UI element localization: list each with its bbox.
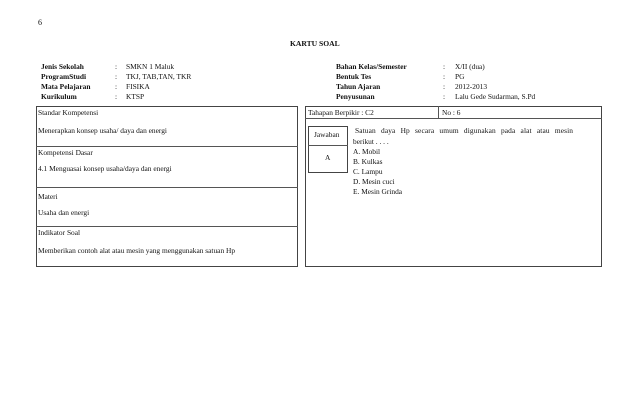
page-number: 6: [38, 18, 42, 27]
materi-label: Materi: [38, 192, 58, 201]
mata-pelajaran-value: FISIKA: [126, 82, 150, 91]
tahun-ajaran-label: Tahun Ajaran: [336, 82, 381, 91]
materi-value: Usaha dan energi: [38, 208, 90, 217]
program-studi-label: ProgramStudi: [41, 72, 87, 81]
jenis-sekolah-value: SMKN 1 Maluk: [126, 62, 175, 71]
standar-kompetensi-value: Menerapkan konsep usaha/ daya dan energi: [38, 126, 167, 135]
option-e: E. Mesin Grinda: [353, 187, 403, 196]
standar-kompetensi-label: Standar Kompetensi: [38, 108, 99, 117]
divider: [36, 187, 298, 188]
separator: :: [443, 72, 446, 81]
divider: [305, 118, 602, 119]
kurikulum-label: Kurikulum: [41, 92, 77, 101]
tahapan-berpikir: Tahapan Berpikir : C2: [308, 108, 374, 117]
option-a: A. Mobil: [353, 147, 381, 156]
divider: [36, 226, 298, 227]
bahan-kelas-label: Bahan Kelas/Semester: [336, 62, 407, 71]
separator: :: [115, 82, 118, 91]
separator: :: [443, 92, 446, 101]
bentuk-tes-label: Bentuk Tes: [336, 72, 372, 81]
divider: [438, 106, 439, 118]
mata-pelajaran-label: Mata Pelajaran: [41, 82, 91, 91]
divider: [308, 145, 348, 146]
question-number: No : 6: [442, 108, 461, 117]
indikator-soal-label: Indikator Soal: [38, 228, 81, 237]
option-c: C. Lampu: [353, 167, 383, 176]
separator: :: [115, 72, 118, 81]
separator: :: [115, 92, 118, 101]
kompetensi-dasar-value: 4.1 Menguasai konsep usaha/daya dan energi: [38, 164, 172, 173]
question-line-1: Satuan daya Hp secara umum digunakan pada alat atau mesin: [355, 126, 574, 135]
separator: :: [443, 82, 446, 91]
jawaban-label: Jawaban: [314, 130, 340, 139]
question-line-2: berikut . . . .: [353, 137, 389, 146]
kompetensi-dasar-label: Kompetensi Dasar: [38, 148, 93, 157]
separator: :: [115, 62, 118, 71]
page-title: KARTU SOAL: [290, 39, 340, 48]
bentuk-tes-value: PG: [455, 72, 465, 81]
divider: [36, 146, 298, 147]
option-b: B. Kulkas: [353, 157, 383, 166]
separator: :: [443, 62, 446, 71]
kurikulum-value: KTSP: [126, 92, 145, 101]
bahan-kelas-value: X/II (dua): [455, 62, 485, 71]
indikator-soal-value: Memberikan contoh alat atau mesin yang menggunakan satuan Hp: [38, 246, 236, 255]
penyusunan-value: Lalu Gede Sudarman, S.Pd: [455, 92, 536, 101]
penyusunan-label: Penyusunan: [336, 92, 375, 101]
option-d: D. Mesin cuci: [353, 177, 395, 186]
tahun-ajaran-value: 2012-2013: [455, 82, 488, 91]
jawaban-value: A: [325, 153, 331, 162]
jenis-sekolah-label: Jenis Sekolah: [41, 62, 84, 71]
program-studi-value: TKJ, TAB,TAN, TKR: [126, 72, 192, 81]
